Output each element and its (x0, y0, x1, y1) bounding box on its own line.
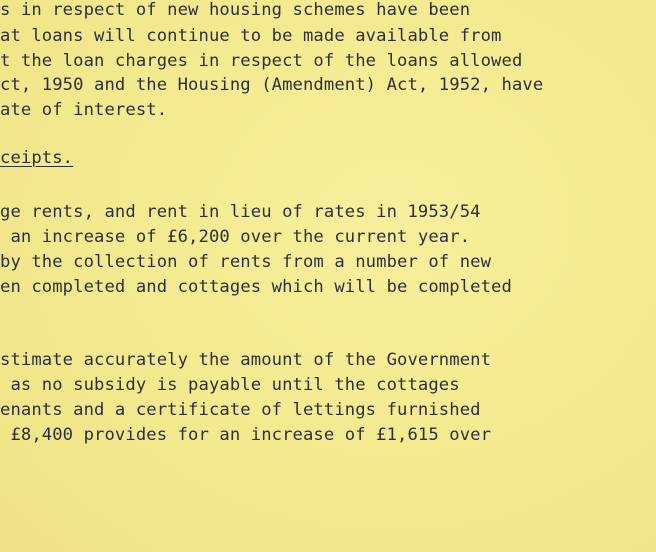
text-line: ate of interest. (0, 100, 168, 120)
text-line: s in respect of new housing schemes have been (0, 0, 471, 20)
text-line: ge rents, and rent in lieu of rates in 1953/54 (0, 202, 481, 222)
text-line: by the collection of rents from a number of new (0, 252, 492, 272)
text-line: £8,400 provides for an increase of £1,615 over (0, 425, 492, 445)
text-line: en completed and cottages which will be completed (0, 277, 512, 297)
text-line: enants and a certificate of lettings furnished (0, 400, 481, 420)
text-line: at loans will continue to be made available from (0, 26, 502, 46)
text-line: stimate accurately the amount of the Government (0, 350, 492, 370)
text-line: t the loan charges in respect of the loans allowed (0, 51, 523, 71)
text-line: an increase of £6,200 over the current year. (0, 227, 471, 247)
section-heading: ceipts. (0, 148, 74, 168)
text-line: as no subsidy is payable until the cottages (0, 375, 460, 395)
text-line: ct, 1950 and the Housing (Amendment) Act, 1952, have (0, 75, 544, 95)
